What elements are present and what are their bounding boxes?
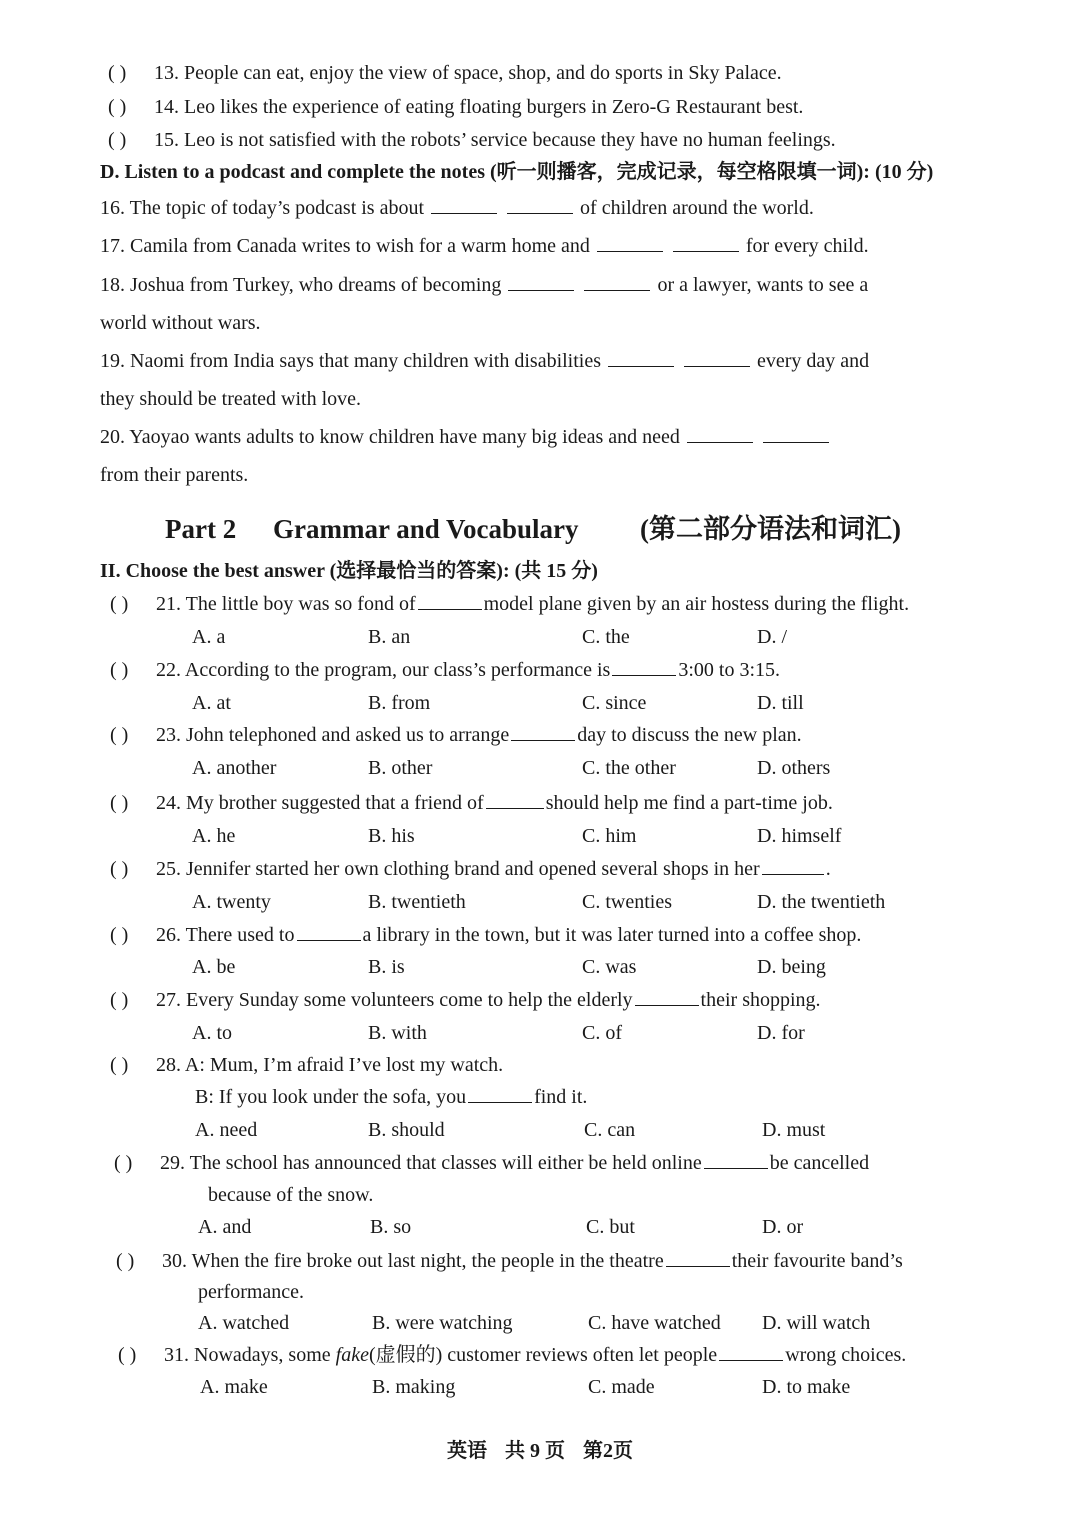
option-a[interactable]: A. to xyxy=(192,1022,232,1044)
question-text: 21. The little boy was so fond of xyxy=(156,593,416,615)
fill-blank[interactable] xyxy=(673,233,739,252)
option-c[interactable]: C. can xyxy=(584,1119,636,1141)
question-text: 14. Leo likes the experience of eating floating burgers in Zero-G Restaurant best. xyxy=(154,96,804,118)
italic-word: fake xyxy=(335,1344,369,1366)
part2-label: Part 2 xyxy=(165,514,237,544)
question-16 xyxy=(100,195,814,221)
question-18 xyxy=(100,272,868,298)
option-b[interactable]: B. an xyxy=(368,626,411,648)
answer-paren[interactable]: ( ) xyxy=(110,724,129,746)
part2-title: Grammar and Vocabulary xyxy=(273,514,579,544)
answer-paren[interactable]: ( ) xyxy=(110,858,129,880)
question-26 xyxy=(110,922,861,948)
option-d[interactable]: D. till xyxy=(757,692,804,714)
option-d[interactable]: D. will watch xyxy=(762,1312,871,1334)
answer-paren[interactable]: ( ) xyxy=(110,924,129,946)
question-19 xyxy=(100,348,869,374)
question-text: . xyxy=(825,858,831,880)
option-d[interactable]: D. the twentieth xyxy=(757,891,886,913)
option-c[interactable]: C. made xyxy=(588,1376,655,1398)
question-text: model plane given by an air hostess during the flight. xyxy=(483,593,910,615)
question-text: their shopping. xyxy=(700,989,821,1011)
question-22 xyxy=(110,657,780,683)
question-text: be cancelled xyxy=(769,1152,870,1174)
question-text: 30. When the fire broke out last night, the people in the theatre xyxy=(162,1250,664,1272)
footer-page: 第2页 xyxy=(583,1440,633,1462)
question-13 xyxy=(108,60,782,86)
fill-blank[interactable] xyxy=(608,348,674,367)
question-20-cont: from their parents. xyxy=(100,464,249,486)
option-b[interactable]: B. his xyxy=(368,825,415,847)
option-d[interactable]: D. for xyxy=(757,1022,805,1044)
fill-blank[interactable] xyxy=(763,424,829,443)
answer-paren[interactable]: ( ) xyxy=(114,1152,133,1174)
question-29 xyxy=(114,1150,869,1176)
option-b[interactable]: B. is xyxy=(368,956,405,978)
question-25 xyxy=(110,856,831,882)
fill-blank[interactable] xyxy=(507,195,573,214)
answer-paren[interactable]: ( ) xyxy=(110,792,129,814)
question-text: 28. A: Mum, I’m afraid I’ve lost my watch. xyxy=(156,1054,504,1076)
question-21 xyxy=(110,591,909,617)
option-d[interactable]: D. being xyxy=(757,956,826,978)
fill-blank[interactable] xyxy=(511,722,575,741)
question-19-cont: they should be treated with love. xyxy=(100,388,362,410)
option-a[interactable]: A. he xyxy=(192,825,236,847)
question-text: 15. Leo is not satisfied with the robots’ service because they have no human feelings. xyxy=(154,129,836,151)
question-29-cont: because of the snow. xyxy=(208,1184,374,1206)
option-b[interactable]: B. so xyxy=(370,1216,412,1238)
question-text: wrong choices. xyxy=(785,1344,907,1366)
answer-paren[interactable]: ( ) xyxy=(116,1250,135,1272)
question-text: 24. My brother suggested that a friend of xyxy=(156,792,484,814)
option-a[interactable]: A. watched xyxy=(198,1312,290,1334)
fill-blank[interactable] xyxy=(612,657,676,676)
footer-subject: 英语 xyxy=(447,1440,487,1462)
question-text: 16. The topic of today’s podcast is about xyxy=(100,197,425,219)
fill-blank[interactable] xyxy=(719,1342,783,1361)
option-b[interactable]: B. were watching xyxy=(372,1312,513,1334)
option-d[interactable]: D. to make xyxy=(762,1376,851,1398)
question-text: every day and xyxy=(757,350,870,372)
answer-paren[interactable]: ( ) xyxy=(110,1054,129,1076)
fill-blank[interactable] xyxy=(635,987,699,1006)
option-d[interactable]: D. others xyxy=(757,757,831,779)
question-text: a library in the town, but it was later turned into a coffee shop. xyxy=(362,924,862,946)
question-text: 19. Naomi from India says that many children with disabilities xyxy=(100,350,602,372)
question-28-dialogue-b xyxy=(195,1084,587,1110)
question-text: 17. Camila from Canada writes to wish for a warm home and xyxy=(100,235,590,257)
question-text: 18. Joshua from Turkey, who dreams of becoming xyxy=(100,274,502,296)
question-27 xyxy=(110,987,821,1013)
question-23 xyxy=(110,722,802,748)
question-28 xyxy=(110,1052,503,1078)
option-d[interactable]: D. / xyxy=(757,626,787,648)
part2-cn-title: (第二部分语法和词汇) xyxy=(640,514,901,544)
option-d[interactable]: D. himself xyxy=(757,825,842,847)
question-text: should help me find a part-time job. xyxy=(545,792,833,814)
footer-total: 共 9 页 xyxy=(505,1440,565,1462)
option-a[interactable]: A. and xyxy=(198,1216,252,1238)
question-text: 3:00 to 3:15. xyxy=(678,659,780,681)
option-a[interactable]: A. another xyxy=(192,757,277,779)
question-17 xyxy=(100,233,869,259)
fill-blank[interactable] xyxy=(431,195,497,214)
question-text: 26. There used to xyxy=(156,924,295,946)
answer-paren[interactable]: ( ) xyxy=(110,593,129,615)
answer-paren[interactable]: ( ) xyxy=(108,129,127,151)
option-a[interactable]: A. need xyxy=(195,1119,258,1141)
question-text: for every child. xyxy=(745,235,869,257)
answer-paren[interactable]: ( ) xyxy=(108,96,127,118)
question-14 xyxy=(108,94,803,120)
question-30-cont: performance. xyxy=(198,1281,305,1303)
question-text: 22. According to the program, our class’s performance is xyxy=(156,659,611,681)
option-c[interactable]: C. the other xyxy=(582,757,676,779)
option-b[interactable]: B. making xyxy=(372,1376,456,1398)
option-d[interactable]: D. or xyxy=(762,1216,804,1238)
option-b[interactable]: B. from xyxy=(368,692,431,714)
option-c[interactable]: C. the xyxy=(582,626,630,648)
section-ii-heading: II. Choose the best answer (选择最恰当的答案): (共 15 分) xyxy=(100,560,598,582)
option-b[interactable]: B. twentieth xyxy=(368,891,466,913)
question-text: day to discuss the new plan. xyxy=(577,724,802,746)
question-text: 20. Yaoyao wants adults to know children have many big ideas and need xyxy=(100,426,680,448)
fill-blank[interactable] xyxy=(297,922,361,941)
option-b[interactable]: B. other xyxy=(368,757,433,779)
question-15 xyxy=(108,127,836,153)
question-text: (虚假的) customer reviews often let people xyxy=(368,1344,718,1366)
section-d-heading: D. Listen to a podcast and complete the notes (听一则播客，完成记录，每空格限填一词): (10 分) xyxy=(100,161,934,183)
option-d[interactable]: D. must xyxy=(762,1119,826,1141)
option-c[interactable]: C. have watched xyxy=(588,1312,721,1334)
question-text: 27. Every Sunday some volunteers come to help the elderly xyxy=(156,989,633,1011)
answer-paren[interactable]: ( ) xyxy=(118,1344,137,1366)
option-a[interactable]: A. twenty xyxy=(192,891,271,913)
fill-blank[interactable] xyxy=(584,272,650,291)
question-31 xyxy=(118,1342,906,1368)
question-text: B: If you look under the sofa, you xyxy=(195,1086,467,1108)
question-text: find it. xyxy=(534,1086,588,1108)
option-a[interactable]: A. at xyxy=(192,692,231,714)
option-c[interactable]: C. since xyxy=(582,692,647,714)
fill-blank[interactable] xyxy=(468,1084,532,1103)
fill-blank[interactable] xyxy=(418,591,482,610)
fill-blank[interactable] xyxy=(762,856,824,875)
option-c[interactable]: C. him xyxy=(582,825,637,847)
question-text: 29. The school has announced that classes will either be held online xyxy=(160,1152,702,1174)
question-24 xyxy=(110,790,833,816)
option-a[interactable]: A. make xyxy=(200,1376,268,1398)
fill-blank[interactable] xyxy=(704,1150,768,1169)
question-text: of children around the world. xyxy=(580,197,814,219)
question-text: their favourite band’s xyxy=(731,1250,903,1272)
page-footer xyxy=(0,1434,1080,1463)
option-a[interactable]: A. be xyxy=(192,956,236,978)
fill-blank[interactable] xyxy=(508,272,574,291)
option-b[interactable]: B. should xyxy=(368,1119,445,1141)
question-20 xyxy=(100,424,831,450)
option-c[interactable]: C. twenties xyxy=(582,891,672,913)
option-c[interactable]: C. of xyxy=(582,1022,622,1044)
question-text: 25. Jennifer started her own clothing brand and opened several shops in her xyxy=(156,858,760,880)
question-text: 31. Nowadays, some xyxy=(164,1344,331,1366)
fill-blank[interactable] xyxy=(684,348,750,367)
question-text: 13. People can eat, enjoy the view of space, shop, and do sports in Sky Palace. xyxy=(154,62,782,84)
fill-blank[interactable] xyxy=(486,790,544,809)
question-text: 23. John telephoned and asked us to arrange xyxy=(156,724,510,746)
question-30 xyxy=(116,1248,903,1274)
fill-blank[interactable] xyxy=(666,1248,730,1267)
option-b[interactable]: B. with xyxy=(368,1022,427,1044)
option-c[interactable]: C. but xyxy=(586,1216,635,1238)
answer-paren[interactable]: ( ) xyxy=(108,62,127,84)
option-a[interactable]: A. a xyxy=(192,626,226,648)
fill-blank[interactable] xyxy=(687,424,753,443)
fill-blank[interactable] xyxy=(597,233,663,252)
question-18-cont: world without wars. xyxy=(100,312,261,334)
option-c[interactable]: C. was xyxy=(582,956,637,978)
answer-paren[interactable]: ( ) xyxy=(110,659,129,681)
question-text: or a lawyer, wants to see a xyxy=(657,274,869,296)
answer-paren[interactable]: ( ) xyxy=(110,989,129,1011)
